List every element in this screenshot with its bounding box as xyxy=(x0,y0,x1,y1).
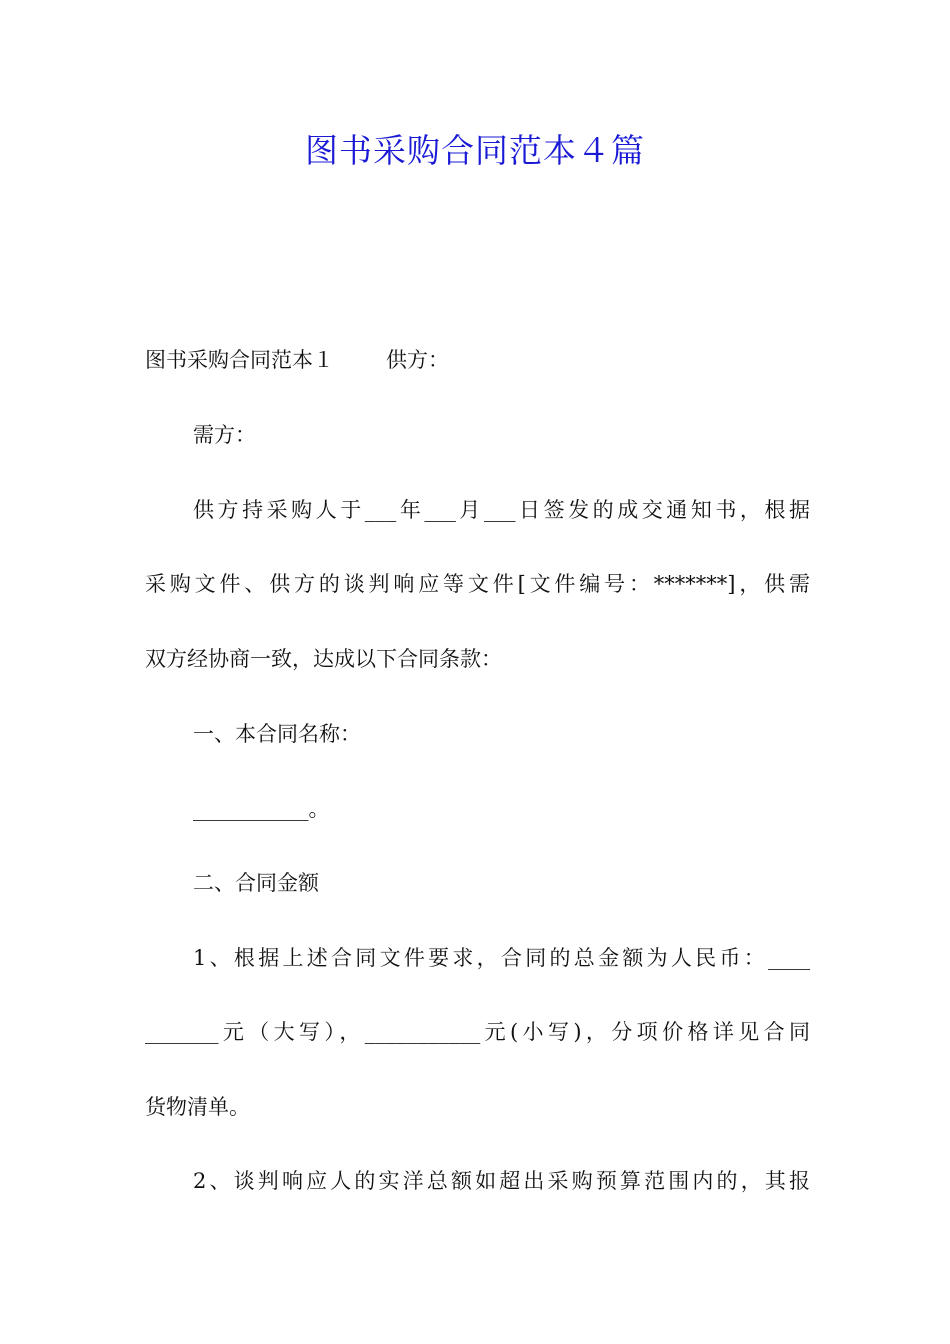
paragraph-line: 双方经协商一致，达成以下合同条款： xyxy=(145,647,502,671)
paragraph-line: 1、根据上述合同文件要求，合同的总金额为人民币：____ xyxy=(193,946,810,970)
paragraph-line: _______元（大写），___________元(小写)，分项价格详见合同 xyxy=(145,1020,810,1044)
buyer-label: 需方： xyxy=(193,423,256,447)
blank-field-line: ___________。 xyxy=(193,797,330,821)
supplier-label: 供方： xyxy=(386,348,449,372)
section-heading: 一、本合同名称： xyxy=(193,722,361,746)
paragraph-line: 货物清单。 xyxy=(145,1095,250,1119)
contract-sample-heading: 图书采购合同范本１ xyxy=(145,348,334,372)
document-title: 图书采购合同范本４篇 xyxy=(305,131,645,170)
section-heading: 二、合同金额 xyxy=(193,871,319,895)
paragraph-line: 2、谈判响应人的实洋总额如超出采购预算范围内的，其报 xyxy=(193,1169,810,1193)
first-line xyxy=(145,345,810,375)
paragraph-line: 采购文件、供方的谈判响应等文件[文件编号：*******]，供需 xyxy=(145,572,810,596)
paragraph-line: 供方持采购人于___年___月___日签发的成交通知书，根据 xyxy=(193,498,810,522)
